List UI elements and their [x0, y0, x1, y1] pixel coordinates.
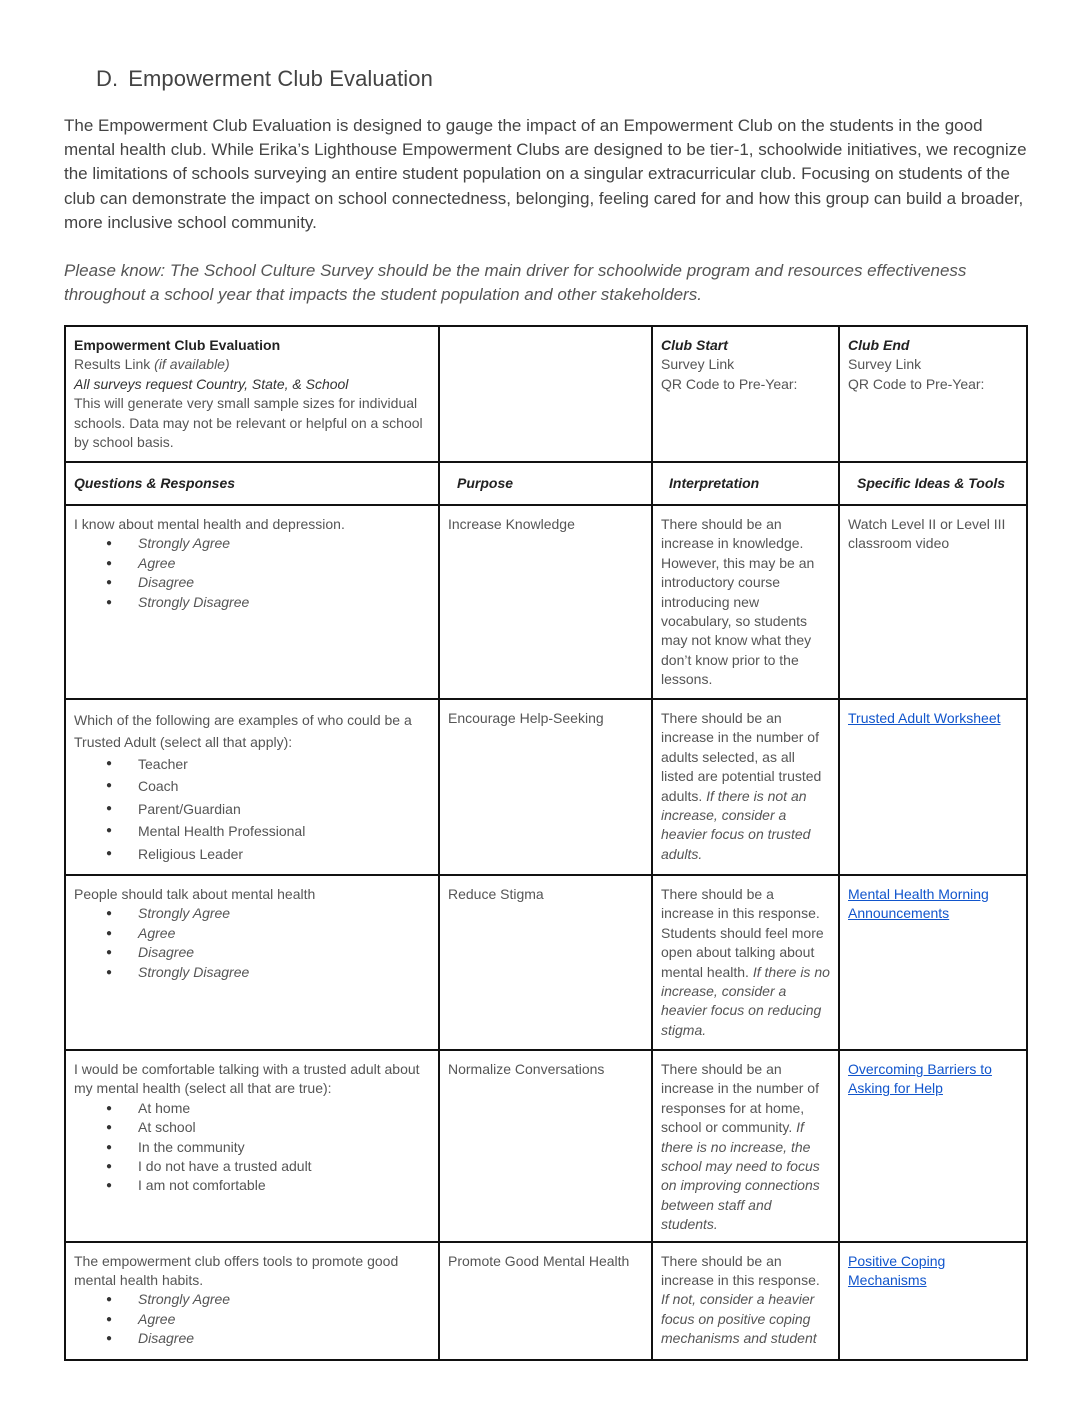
response-options: [74, 1099, 430, 1196]
morning-announcements-link[interactable]: Mental Health Morning Announcements: [848, 886, 989, 922]
response-option: ● Disagree: [74, 573, 430, 592]
interpretation-cell: [652, 875, 839, 1050]
interpretation-note: If there is no increase, the school may need to focus on improving connections between staff and students.: [661, 1119, 820, 1233]
column-label-interpretation: Interpretation: [652, 462, 839, 505]
question-text: Which of the following are examples of who could be a Trusted Adult (select all that apply):: [74, 712, 412, 750]
note-paragraph: Please know: The School Culture Survey should be the main driver for schoolwide program and resources effectiveness throughout a school year that impacts the student population and other stakeholders.: [64, 261, 967, 305]
header-empty-cell: [439, 326, 652, 462]
positive-coping-link[interactable]: Positive Coping Mechanisms: [848, 1252, 946, 1289]
tool-cell: [839, 875, 1027, 1050]
response-option: ● Strongly Agree: [74, 1290, 430, 1309]
response-option: ● I do not have a trusted adult: [74, 1157, 430, 1176]
table-row: [65, 1242, 1027, 1360]
table-header-row: [65, 326, 1027, 462]
section-letter: D.: [96, 66, 119, 91]
surveys-note: All surveys request Country, State, & School: [74, 375, 349, 392]
results-link-label: Results Link: [74, 356, 155, 373]
interpretation-text: There should be an increase in this response.: [661, 1252, 820, 1289]
club-start-title: Club Start: [661, 337, 728, 353]
question-text: I know about mental health and depression.: [74, 516, 345, 532]
interpretation-text: There should be an increase in the number of adults selected, as all listed are potential trusted adults.: [661, 710, 822, 804]
response-option: ● Strongly Disagree: [74, 593, 430, 612]
section-heading: [96, 66, 433, 92]
question-cell: [65, 1050, 439, 1242]
column-label-tools: Specific Ideas & Tools: [839, 462, 1027, 505]
interpretation-note: If not, consider a heavier focus on positive coping mechanisms and student: [661, 1291, 817, 1347]
question-text: People should talk about mental health: [74, 886, 316, 902]
response-options: [74, 753, 430, 865]
response-option: ● At school: [74, 1118, 430, 1137]
interpretation-note: If there is not an increase, consider a heavier focus on trusted adults.: [661, 787, 811, 862]
question-text: I would be comfortable talking with a trusted adult about my mental health (select all that are true):: [74, 1061, 420, 1097]
club-start-qr-label: QR Code to Pre-Year:: [661, 375, 798, 392]
response-option: ● Teacher: [74, 753, 430, 775]
purpose-cell: Encourage Help-Seeking: [439, 699, 652, 875]
response-options: [74, 904, 430, 982]
club-start-survey-link: Survey Link: [661, 356, 735, 373]
purpose-cell: Increase Knowledge: [439, 505, 652, 699]
table-row: [65, 875, 1027, 1050]
table-row: [65, 699, 1027, 875]
response-options: [74, 1290, 430, 1348]
purpose-cell: Promote Good Mental Health: [439, 1242, 652, 1360]
interpretation-text: There should be a increase in this response. Students should feel more open about talking about mental health.: [661, 886, 824, 980]
interpretation-cell: [652, 1242, 839, 1360]
response-option: ● Disagree: [74, 1329, 430, 1348]
purpose-cell: Normalize Conversations: [439, 1050, 652, 1242]
tool-cell: [839, 505, 1027, 699]
table-row: [65, 1050, 1027, 1242]
tool-cell: [839, 1050, 1027, 1242]
response-option: ● Coach: [74, 775, 430, 797]
response-option: ● Strongly Agree: [74, 904, 430, 923]
response-option: ● In the community: [74, 1138, 430, 1157]
question-cell: [65, 1242, 439, 1360]
section-title: Empowerment Club Evaluation: [128, 66, 433, 91]
response-options: [74, 534, 430, 612]
question-cell: [65, 875, 439, 1050]
response-option: ● Disagree: [74, 943, 430, 962]
column-label-questions: Questions & Responses: [65, 462, 439, 505]
response-option: ● Agree: [74, 1310, 430, 1329]
question-cell: [65, 699, 439, 875]
table-title: Empowerment Club Evaluation: [74, 337, 281, 353]
interpretation-cell: [652, 505, 839, 699]
purpose-cell: Reduce Stigma: [439, 875, 652, 1050]
interpretation-cell: [652, 699, 839, 875]
results-link-qualifier: (if available): [154, 356, 230, 373]
question-text: The empowerment club offers tools to promote good mental health habits.: [74, 1252, 399, 1289]
tool-text: Watch Level II or Level III classroom video: [848, 516, 1006, 552]
trusted-adult-worksheet-link[interactable]: Trusted Adult Worksheet: [848, 710, 1001, 726]
response-option: ● Agree: [74, 924, 430, 943]
response-option: ● Agree: [74, 554, 430, 573]
interpretation-text: There should be an increase in knowledge. However, this may be an introductory course introducing new vocabulary, so students may not know what they don’t know prior to the lessons.: [661, 516, 815, 688]
club-start-cell: [652, 326, 839, 462]
sample-size-note: This will generate very small sample sizes for individual schools. Data may not be relevant or helpful on a school by school basis.: [74, 395, 423, 451]
tool-cell: [839, 699, 1027, 875]
table-row: [65, 505, 1027, 699]
column-label-row: [65, 462, 1027, 505]
response-option: ● Mental Health Professional: [74, 820, 430, 842]
response-option: ● At home: [74, 1099, 430, 1118]
intro-paragraph: The Empowerment Club Evaluation is designed to gauge the impact of an Empowerment Club on the students in the good mental health club. While Erika’s Lighthouse Empowerment Clubs are designed to be tier-1, schoolwide initiatives, we recognize the limitations of schools surveying an entire student population on a singular extracurricular club. Focusing on students of the club can demonstrate the impact on school connectedness, belonging, feeling cared for and how this group can build a broader, more inclusive school community.: [64, 116, 1027, 232]
response-option: ● Parent/Guardian: [74, 798, 430, 820]
response-option: ● Strongly Agree: [74, 534, 430, 553]
results-link-line: [74, 355, 430, 374]
tool-cell: [839, 1242, 1027, 1360]
interpretation-cell: [652, 1050, 839, 1242]
response-option: ● Strongly Disagree: [74, 963, 430, 982]
header-info-cell: [65, 326, 439, 462]
overcoming-barriers-link[interactable]: Overcoming Barriers to Asking for Help: [848, 1061, 992, 1097]
evaluation-table: [64, 325, 1028, 1361]
column-label-purpose: Purpose: [439, 462, 652, 505]
question-cell: [65, 505, 439, 699]
club-end-title: Club End: [848, 337, 910, 353]
club-end-qr-label: QR Code to Pre-Year:: [848, 375, 985, 392]
interpretation-text: There should be an increase in the number of responses for at home, school or community.: [661, 1061, 819, 1136]
club-end-cell: [839, 326, 1027, 462]
club-end-survey-link: Survey Link: [848, 356, 922, 373]
response-option: ● I am not comfortable: [74, 1176, 430, 1195]
interpretation-note: If there is no increase, consider a heavier focus on reducing stigma.: [661, 963, 830, 1038]
response-option: ● Religious Leader: [74, 843, 430, 865]
